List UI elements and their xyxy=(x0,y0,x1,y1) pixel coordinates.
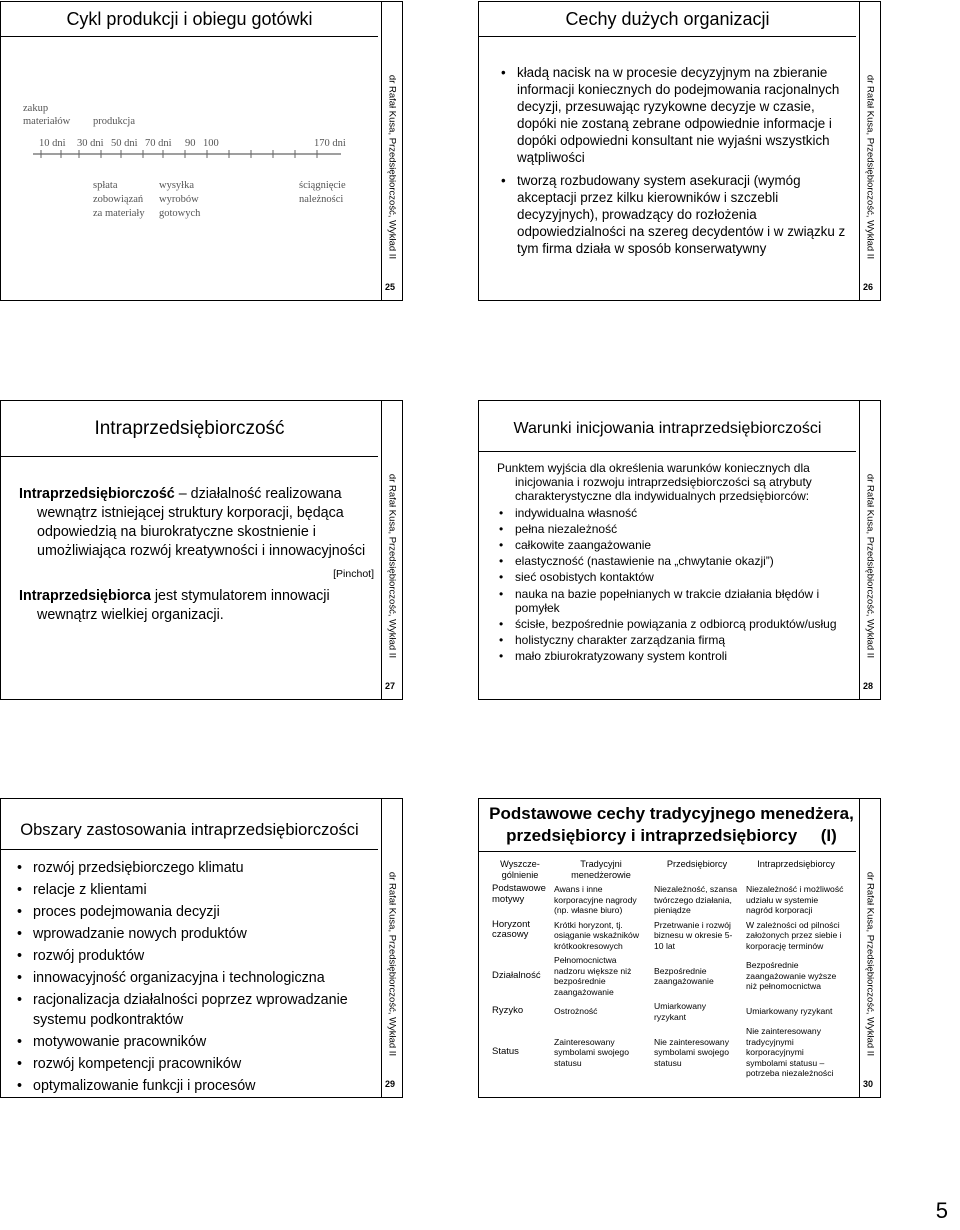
label-naleznosci: należności xyxy=(299,194,344,205)
definition-text: – działalność realizowana wewnątrz istniejącej struktury korporacji, będąca odpowiedzią na biurokratyczne skostnienie i umożliwiająca rozwój kreatywności i innowacyjności xyxy=(37,486,366,559)
label-zakup: zakup xyxy=(23,103,49,114)
table-cell: Pełnomocnictwa nadzoru większe niż bezpośrednie zaangażowanie xyxy=(554,955,632,997)
intro-text: Punktem wyjścia dla określenia warunków koniecznych dla inicjowania i rozwoju intraprzedsiębiorczości są atrybuty charakterystyczne dla indywidualnych przedsiębiorców: xyxy=(497,461,812,504)
label-10-dni: 10 dni xyxy=(39,138,66,149)
row-header: Ryzyko xyxy=(492,1005,524,1017)
slide-number: 25 xyxy=(384,282,395,292)
table-cell: Zainteresowany symbolami swojego statusu xyxy=(554,1036,629,1068)
divider xyxy=(479,851,856,852)
label-materialow: materiałów xyxy=(23,116,71,127)
comparison-table xyxy=(489,857,849,1081)
feature-list xyxy=(499,64,846,263)
slide-title xyxy=(487,803,856,847)
slide-title: Warunki inicjowania intraprzedsiębiorczości xyxy=(513,420,822,437)
definition-2 xyxy=(19,587,374,625)
label-170-dni: 170 dni xyxy=(314,138,346,149)
side-label: dr Rafał Kusa, Przedsiębiorczość, Wykład II xyxy=(864,473,876,658)
table-cell: Niezależność i możliwość udziału w systemie nagród korporacji xyxy=(746,884,844,915)
slide-number: 26 xyxy=(862,282,873,292)
table-cell: Umiarkowany ryzykant xyxy=(654,1001,707,1022)
list-item: • pełna niezależność xyxy=(497,522,848,536)
slide-number: 27 xyxy=(384,681,395,691)
conditions-list xyxy=(497,506,848,664)
table-header-cell: Intraprzedsiębiorcy xyxy=(757,859,835,869)
label-zobowiazan: zobowiązań xyxy=(93,194,144,205)
definition-block xyxy=(19,485,374,625)
label-produkcja: produkcja xyxy=(93,116,135,127)
divider xyxy=(1,849,378,850)
slide-29 xyxy=(0,798,403,1098)
label-wyrobow: wyrobów xyxy=(159,194,199,205)
definition-text: jest stymulatorem innowacji wewnątrz wielkiej organizacji. xyxy=(37,588,330,623)
definition-1 xyxy=(19,485,374,561)
table-cell: Krótki horyzont, tj. osiąganie wskaźników krótkookresowych xyxy=(554,919,640,951)
slide-title: Intraprzedsiębiorczość xyxy=(94,418,285,439)
slide-number: 29 xyxy=(384,1079,395,1089)
conditions-block xyxy=(497,461,848,664)
label-90: 90 xyxy=(185,138,196,149)
divider xyxy=(1,36,378,37)
list-item: • motywowanie pracowników xyxy=(15,1033,372,1053)
list-item: • kładą nacisk na w procesie decyzyjnym na zbieranie informacji koniecznych do podejmowania racjonalnych decyzji, przesuwając ryzykowne decyzje w czasie, dopóki nie zostaną zebrane odpowiednie informacje i dopóki odpowiedni konsultant nie wyjaśni wszystkich wątpliwości xyxy=(499,64,846,166)
side-label: dr Rafał Kusa, Przedsiębiorczość, Wykład II xyxy=(386,74,398,259)
row-header: Działalność xyxy=(492,969,541,981)
table-cell: Umiarkowany ryzykant xyxy=(746,1006,833,1017)
divider xyxy=(1,456,378,457)
areas-list xyxy=(15,859,372,1099)
table-cell: Awans i inne korporacyjne nagrody (np. własne biuro) xyxy=(554,884,637,915)
list-item: • proces podejmowania decyzji xyxy=(15,903,372,923)
label-splata: spłata xyxy=(93,180,118,191)
list-item: • ścisłe, bezpośrednie powiązania z odbiorcą produktów/usług xyxy=(497,617,848,631)
slide-28 xyxy=(478,400,881,700)
list-item: • rozwój produktów xyxy=(15,947,372,967)
label-za-materialy: za materiały xyxy=(93,208,145,219)
list-item: • indywidualna własność xyxy=(497,506,848,520)
slide-title: Obszary zastosowania intraprzedsiębiorczości xyxy=(20,821,359,839)
table-row xyxy=(489,882,849,918)
slide-title: Cechy dużych organizacji xyxy=(565,9,770,29)
table-header-cell: Przedsiębiorcy xyxy=(666,859,728,869)
label-100: 100 xyxy=(203,138,219,149)
slide-number: 28 xyxy=(862,681,873,691)
side-label: dr Rafał Kusa, Przedsiębiorczość, Wykład II xyxy=(386,871,398,1056)
table-row xyxy=(489,999,849,1024)
list-item: • holistyczny charakter zarządzania firmą xyxy=(497,633,848,647)
table-row xyxy=(489,918,849,954)
table-cell: Przetrwanie i rozwój biznesu w okresie 5-10 lat xyxy=(654,919,733,951)
slide-30 xyxy=(478,798,881,1098)
list-item: • całkowite zaangażowanie xyxy=(497,538,848,552)
label-30-dni: 30 dni xyxy=(77,138,104,149)
list-item: • relacje z klientami xyxy=(15,881,372,901)
list-item: • elastyczność (nastawienie na „chwytanie okazji”) xyxy=(497,554,848,568)
list-item: • tworzą rozbudowany system asekuracji (wymóg akceptacji przez kilku kierowników i szczebli decyzyjnych), prowadzący do rozłożenia odpowiedzialności na szereg decydentów i w związku z tym firma działa w sposób konserwatywny xyxy=(499,172,846,257)
table-cell: Bezpośrednie zaangażowanie xyxy=(654,965,714,986)
divider xyxy=(479,36,856,37)
side-label: dr Rafał Kusa, Przedsiębiorczość, Wykład II xyxy=(864,74,876,259)
table-row xyxy=(489,953,849,999)
label-50-dni: 50 dni xyxy=(111,138,138,149)
title-line-1: Podstawowe cechy tradycyjnego menedżera, xyxy=(489,804,854,823)
slide-27 xyxy=(0,400,403,700)
table-cell: Nie zainteresowany symbolami swojego statusu xyxy=(654,1036,729,1068)
table-cell: Nie zainteresowany tradycyjnymi korporacyjnymi symbolami statusu – potrzeba niezależności xyxy=(746,1026,834,1078)
table-header-cell: Tradycyjni menedżerowie xyxy=(571,859,631,880)
table-cell: Niezależność, szansa twórczego działania, pieniądze xyxy=(654,884,738,915)
page-number: 5 xyxy=(935,1198,948,1223)
list-item: • mało zbiurokratyzowany system kontroli xyxy=(497,649,848,663)
label-wysylka: wysyłka xyxy=(159,180,194,191)
list-item: • racjonalizacja działalności poprzez wprowadzanie systemu podkontraktów xyxy=(15,991,372,1030)
row-header: Horyzont czasowy xyxy=(492,918,531,940)
side-label: dr Rafał Kusa, Przedsiębiorczość, Wykład II xyxy=(386,473,398,658)
term: Intraprzedsiębiorca xyxy=(19,588,151,604)
label-sciagniecie: ściągnięcie xyxy=(299,180,346,191)
list-item: • optymalizowanie funkcji i procesów xyxy=(15,1077,372,1097)
list-item: • rozwój przedsiębiorczego klimatu xyxy=(15,859,372,879)
slide-number: 30 xyxy=(862,1079,873,1089)
list-item: • innowacyjność organizacyjna i technologiczna xyxy=(15,969,372,989)
table-header-cell: Wyszcze-gólnienie xyxy=(500,859,540,880)
table-cell: Ostrożność xyxy=(554,1006,598,1017)
term: Intraprzedsiębiorczość xyxy=(19,486,175,502)
list-item: • rozwój kompetencji pracowników xyxy=(15,1055,372,1075)
label-70-dni: 70 dni xyxy=(145,138,172,149)
table-row xyxy=(489,1024,849,1081)
title-line-2: przedsiębiorcy i intraprzedsiębiorcy (I) xyxy=(506,826,837,845)
list-item: • wprowadzanie nowych produktów xyxy=(15,925,372,945)
row-header: Status xyxy=(492,1046,519,1057)
slide-26 xyxy=(478,1,881,301)
divider xyxy=(479,451,856,452)
row-header: Podstawowe motywy xyxy=(492,883,546,905)
list-item: • nauka na bazie popełnianych w trakcie działania błędów i pomyłek xyxy=(497,587,848,615)
list-item: • sieć osobistych kontaktów xyxy=(497,570,848,584)
table-header-row xyxy=(489,857,849,882)
label-gotowych: gotowych xyxy=(159,208,201,219)
table-cell: W zależności od pilności założonych przez siebie i korporację terminów xyxy=(746,919,842,951)
slide-25 xyxy=(0,1,403,301)
side-label: dr Rafał Kusa, Przedsiębiorczość, Wykład II xyxy=(864,871,876,1056)
citation: [Pinchot] xyxy=(333,568,374,580)
slide-title: Cykl produkcji i obiegu gotówki xyxy=(66,9,313,29)
table-cell: Bezpośrednie zaangażowanie wyższe niż pełnomocnictwa xyxy=(746,960,837,992)
